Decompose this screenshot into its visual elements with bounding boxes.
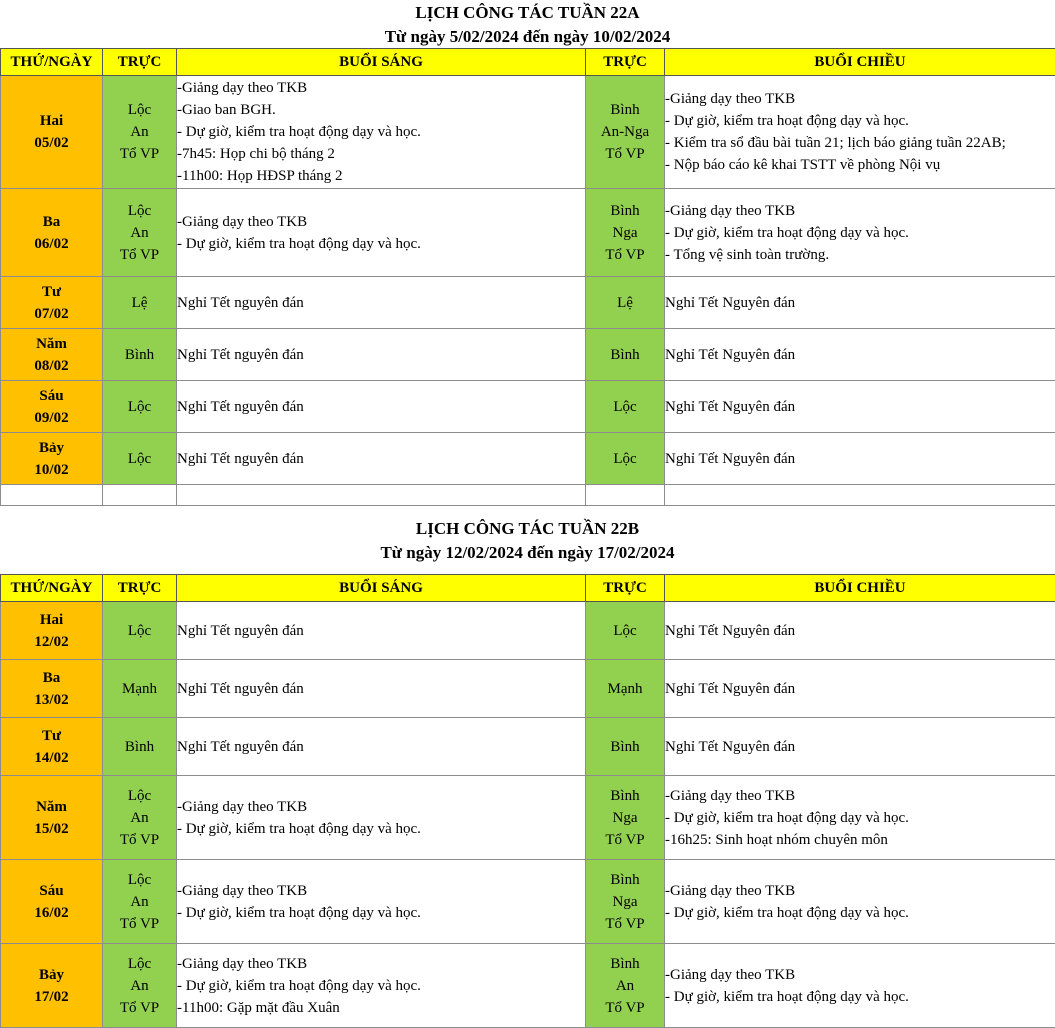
day-cell [1,189,103,277]
morning-duty-cell [103,329,177,381]
afternoon-task: -Giảng dạy theo TKB [665,88,1055,110]
afternoon-task: -Giảng dạy theo TKB [665,200,1055,222]
day-cell [1,381,103,433]
afternoon-task: - Nộp báo cáo kê khai TSTT về phòng Nội vụ [665,154,1055,176]
morning-task: -11h00: Họp HĐSP tháng 2 [177,165,585,187]
day-line: 15/02 [1,818,102,840]
duty-name: Tổ VP [586,997,664,1019]
day-cell [1,718,103,776]
morning-cell [177,277,586,329]
afternoon-task: - Kiểm tra sổ đầu bài tuần 21; lịch báo giảng tuần 22AB; [665,132,1055,154]
morning-task: -Giảng dạy theo TKB [177,880,585,902]
duty-name: Nga [586,807,664,829]
duty-name: Tổ VP [103,997,176,1019]
afternoon-cell [665,189,1055,277]
spacer-row [1,485,1055,506]
morning-task: - Dự giờ, kiểm tra hoạt động dạy và học. [177,975,585,997]
duty-name: Bình [586,736,664,758]
afternoon-duty-cell [586,602,665,660]
empty-cell [177,485,586,506]
duty-name: Tổ VP [103,244,176,266]
day-line: Tư [1,725,102,747]
duty-name: Tổ VP [586,829,664,851]
afternoon-duty-column-header: TRỰC [586,575,665,602]
duty-name: Lộc [103,953,176,975]
morning-duty-cell [103,718,177,776]
day-line: Ba [1,667,102,689]
table-row [1,76,1055,189]
afternoon-task: - Dự giờ, kiểm tra hoạt động dạy và học. [665,902,1055,924]
afternoon-cell [665,660,1055,718]
day-line: 08/02 [1,355,102,377]
day-line: 16/02 [1,902,102,924]
duty-name: An-Nga [586,121,664,143]
day-line: Sáu [1,880,102,902]
morning-task: -Giao ban BGH. [177,99,585,121]
table-row [1,381,1055,433]
duty-name: An [103,891,176,913]
duty-name: Bình [586,344,664,366]
day-line: 13/02 [1,689,102,711]
morning-cell [177,189,586,277]
duty-name: Tổ VP [103,143,176,165]
morning-cell [177,660,586,718]
day-line: 06/02 [1,233,102,255]
empty-cell [103,485,177,506]
day-line: Ba [1,211,102,233]
duty-name: Nga [586,222,664,244]
afternoon-cell [665,602,1055,660]
afternoon-cell [665,718,1055,776]
afternoon-task: Nghỉ Tết Nguyên đán [665,736,1055,758]
day-cell [1,277,103,329]
duty-name: Mạnh [586,678,664,700]
afternoon-cell [665,381,1055,433]
afternoon-task: - Dự giờ, kiểm tra hoạt động dạy và học. [665,986,1055,1008]
morning-cell [177,944,586,1028]
afternoon-task: - Tổng vệ sinh toàn trường. [665,244,1055,266]
day-column-header: THỨ/NGÀY [1,49,103,76]
afternoon-task: - Dự giờ, kiểm tra hoạt động dạy và học. [665,110,1055,132]
duty-name: Tổ VP [103,829,176,851]
header-row [1,49,1055,76]
day-line: 07/02 [1,303,102,325]
duty-name: An [586,975,664,997]
empty-cell [586,485,665,506]
duty-name: Lộc [103,785,176,807]
afternoon-task: -Giảng dạy theo TKB [665,964,1055,986]
afternoon-duty-column-header: TRỰC [586,49,665,76]
day-cell [1,660,103,718]
morning-duty-cell [103,381,177,433]
morning-duty-cell [103,776,177,860]
duty-name: Nga [586,891,664,913]
duty-name: Lệ [586,292,664,314]
afternoon-duty-cell [586,433,665,485]
afternoon-task: Nghỉ Tết Nguyên đán [665,292,1055,314]
morning-cell [177,329,586,381]
afternoon-duty-cell [586,776,665,860]
afternoon-duty-cell [586,189,665,277]
afternoon-task: Nghỉ Tết Nguyên đán [665,396,1055,418]
day-line: 17/02 [1,986,102,1008]
morning-duty-cell [103,602,177,660]
morning-task: -7h45: Họp chi bộ tháng 2 [177,143,585,165]
morning-cell [177,602,586,660]
afternoon-column-header: BUỔI CHIỀU [665,575,1055,602]
day-line: 10/02 [1,459,102,481]
afternoon-column-header: BUỔI CHIỀU [665,49,1055,76]
day-line: 12/02 [1,631,102,653]
morning-column-header: BUỔI SÁNG [177,49,586,76]
duty-name: Bình [103,736,176,758]
table-row [1,860,1055,944]
morning-duty-cell [103,660,177,718]
table-row [1,329,1055,381]
morning-task: Nghỉ Tết nguyên đán [177,448,585,470]
morning-duty-cell [103,277,177,329]
table-row [1,944,1055,1028]
day-line: 14/02 [1,747,102,769]
day-line: Năm [1,796,102,818]
duty-name: An [103,222,176,244]
duty-name: Tổ VP [586,143,664,165]
duty-name: Bình [103,344,176,366]
duty-name: Tổ VP [103,913,176,935]
table-row [1,602,1055,660]
afternoon-cell [665,776,1055,860]
afternoon-duty-cell [586,381,665,433]
duty-name: Lộc [586,396,664,418]
week-b-subtitle: Từ ngày 12/02/2024 đến ngày 17/02/2024 [0,542,1055,564]
afternoon-cell [665,329,1055,381]
duty-name: An [103,807,176,829]
duty-name: Bình [586,953,664,975]
morning-cell [177,381,586,433]
duty-name: Lộc [103,448,176,470]
duty-name: Lộc [103,200,176,222]
afternoon-task: - Dự giờ, kiểm tra hoạt động dạy và học. [665,807,1055,829]
afternoon-task: - Dự giờ, kiểm tra hoạt động dạy và học. [665,222,1055,244]
week-a-schedule-table [0,48,1055,506]
day-line: Sáu [1,385,102,407]
duty-name: Mạnh [103,678,176,700]
table-row [1,776,1055,860]
day-line: Bảy [1,964,102,986]
table-row [1,433,1055,485]
afternoon-duty-cell [586,860,665,944]
afternoon-task: Nghỉ Tết Nguyên đán [665,344,1055,366]
morning-task: - Dự giờ, kiểm tra hoạt động dạy và học. [177,121,585,143]
morning-task: Nghỉ Tết nguyên đán [177,292,585,314]
morning-task: Nghỉ Tết nguyên đán [177,736,585,758]
morning-task: - Dự giờ, kiểm tra hoạt động dạy và học. [177,233,585,255]
week-b-title: LỊCH CÔNG TÁC TUẦN 22B [0,518,1055,540]
duty-name: Bình [586,785,664,807]
table-row [1,189,1055,277]
morning-cell [177,776,586,860]
afternoon-task: Nghỉ Tết Nguyên đán [665,620,1055,642]
morning-task: -Giảng dạy theo TKB [177,796,585,818]
empty-cell [1,485,103,506]
table-row [1,660,1055,718]
afternoon-cell [665,277,1055,329]
week-a-subtitle: Từ ngày 5/02/2024 đến ngày 10/02/2024 [0,26,1055,48]
afternoon-duty-cell [586,76,665,189]
day-cell [1,76,103,189]
morning-duty-cell [103,860,177,944]
afternoon-task: Nghỉ Tết Nguyên đán [665,448,1055,470]
day-cell [1,433,103,485]
afternoon-task: Nghỉ Tết Nguyên đán [665,678,1055,700]
morning-task: Nghỉ Tết nguyên đán [177,620,585,642]
morning-duty-column-header: TRỰC [103,49,177,76]
morning-task: -Giảng dạy theo TKB [177,953,585,975]
day-cell [1,860,103,944]
morning-task: - Dự giờ, kiểm tra hoạt động dạy và học. [177,902,585,924]
duty-name: Bình [586,99,664,121]
morning-duty-cell [103,76,177,189]
day-cell [1,944,103,1028]
table-row [1,277,1055,329]
day-cell [1,329,103,381]
afternoon-task: -16h25: Sinh hoạt nhóm chuyên môn [665,829,1055,851]
duty-name: Tổ VP [586,913,664,935]
day-cell [1,602,103,660]
afternoon-duty-cell [586,329,665,381]
day-column-header: THỨ/NGÀY [1,575,103,602]
afternoon-task: -Giảng dạy theo TKB [665,880,1055,902]
afternoon-cell [665,76,1055,189]
duty-name: Bình [586,869,664,891]
duty-name: Lộc [103,396,176,418]
duty-name: Lộc [103,869,176,891]
day-line: Hai [1,609,102,631]
duty-name: Bình [586,200,664,222]
day-line: Bảy [1,437,102,459]
week-b-schedule-table [0,574,1055,1028]
day-line: Hai [1,110,102,132]
morning-task: -11h00: Gặp mặt đầu Xuân [177,997,585,1019]
morning-task: Nghỉ Tết nguyên đán [177,396,585,418]
afternoon-duty-cell [586,944,665,1028]
morning-task: Nghỉ Tết nguyên đán [177,678,585,700]
duty-name: Lộc [103,99,176,121]
morning-duty-cell [103,433,177,485]
morning-cell [177,76,586,189]
morning-cell [177,718,586,776]
duty-name: Lộc [586,448,664,470]
day-line: Tư [1,281,102,303]
afternoon-task: -Giảng dạy theo TKB [665,785,1055,807]
afternoon-duty-cell [586,718,665,776]
duty-name: An [103,975,176,997]
morning-duty-cell [103,944,177,1028]
afternoon-cell [665,860,1055,944]
afternoon-cell [665,944,1055,1028]
empty-cell [665,485,1055,506]
morning-cell [177,433,586,485]
morning-task: - Dự giờ, kiểm tra hoạt động dạy và học. [177,818,585,840]
day-line: Năm [1,333,102,355]
duty-name: An [103,121,176,143]
day-line: 09/02 [1,407,102,429]
duty-name: Lộc [103,620,176,642]
duty-name: Lệ [103,292,176,314]
week-a-title: LỊCH CÔNG TÁC TUẦN 22A [0,2,1055,24]
duty-name: Tổ VP [586,244,664,266]
morning-task: -Giảng dạy theo TKB [177,77,585,99]
duty-name: Lộc [586,620,664,642]
table-row [1,718,1055,776]
header-row [1,575,1055,602]
morning-task: Nghỉ Tết nguyên đán [177,344,585,366]
morning-task: -Giảng dạy theo TKB [177,211,585,233]
day-line: 05/02 [1,132,102,154]
day-cell [1,776,103,860]
morning-duty-cell [103,189,177,277]
afternoon-duty-cell [586,277,665,329]
morning-column-header: BUỔI SÁNG [177,575,586,602]
morning-cell [177,860,586,944]
afternoon-cell [665,433,1055,485]
morning-duty-column-header: TRỰC [103,575,177,602]
afternoon-duty-cell [586,660,665,718]
